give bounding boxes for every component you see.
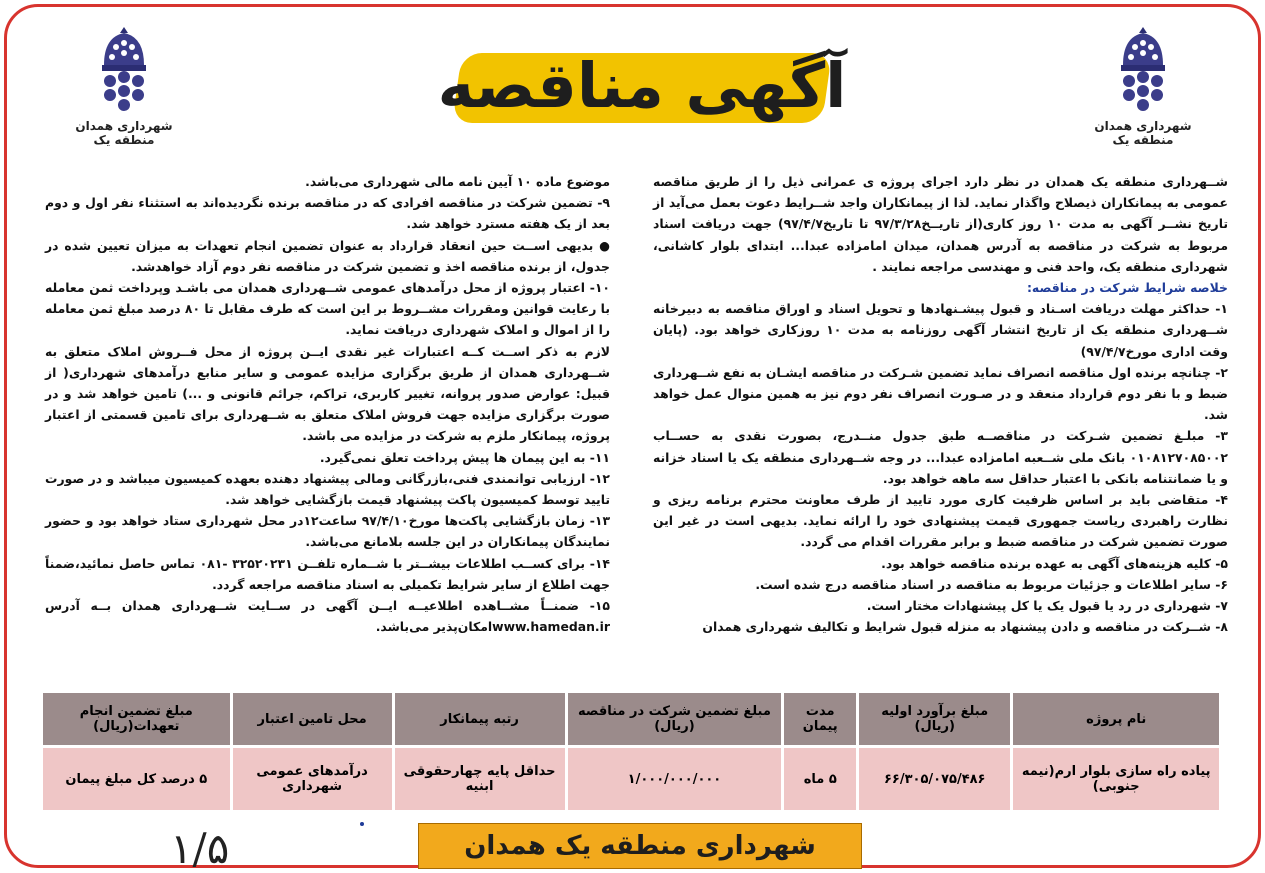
table-header: نام پروژه [1013, 693, 1219, 745]
condition-item: ● بدیهی اســت حین انعقاد قرارداد به عنوان تضمین انجام تعهدات به میزان تعیین شده در جدول، از برنده مناقصه اخذ و تضمین شرکت در مناقصه نفر دوم آزاد خواهدشد. [45, 237, 610, 274]
table-header: مبلغ تضمین شرکت در مناقصه (ریال) [568, 693, 782, 745]
table-cell: ۵ ماه [784, 748, 856, 810]
condition-item: ۵- کلیه هزینه‌های آگهی به عهده برنده مناقصه خواهد بود. [881, 555, 1228, 571]
table-header: محل تامین اعتبار [233, 693, 392, 745]
condition-item: ۶- سایر اطلاعات و جزئیات مربوط به مناقصه در اسناد مناقصه درج شده است. [755, 576, 1228, 592]
decorative-dot [360, 822, 364, 826]
page-number: ۱/۵ [170, 824, 230, 873]
condition-item: ۱۳- زمان بازگشایی پاکت‌ها مورخ۹۷/۴/۱۰ ساعت۱۲در محل شهرداری ستاد خواهد بود و حضور نمایندگان پیمانکاران در این جلسه بلامانع می‌باشد. [45, 513, 611, 550]
logo-district: منطقه یک [93, 133, 155, 147]
municipality-logo-right [1088, 25, 1198, 147]
municipality-logo-left [69, 25, 179, 147]
logo-name: شهرداری همدان [1094, 119, 1192, 133]
condition-item: ۴- متقاضی باید بر اساس ظرفیت کاری مورد تایید از طرف معاونت محترم برنامه ریزی و نظارت راهبردی ریاست جمهوری قیمت پیشنهادی خود را ارائه نماید. بدیهی است در غیر این صورت تضمین شرکت در مناقصه ضبط و برابر مقررات اقدام می گردد. [653, 492, 1228, 550]
table-cell: ۶۶/۳۰۵/۰۷۵/۴۸۶ [859, 748, 1010, 810]
condition-item: ۱۵- ضمنــاً مشــاهده اطلاعیــه ایــن آگهی در ســایت شــهرداری همدان بــه آدرس www.hamedan.irامکان‌پذیر می‌باشد. [45, 598, 610, 635]
condition-item: ۱۴- برای کســب اطلاعات بیشــتر با شــماره تلفــن ۳۲۵۲۰۲۳۱ -۰۸۱ تماس حاصل نمائید،ضمناً جهت اطلاع از سایر شرایط تکمیلی به اسناد مناقصه مراجعه گردد. [45, 555, 610, 592]
logo-district: منطقه یک [1112, 133, 1174, 147]
condition-item: ۱۰- اعتبار پروژه از محل درآمدهای عمومی شــهرداری همدان می باشـد وپرداخت ثمن معامله با رعایت قوانین ومقررات مشــروط بر این است که طرف مقابل تا ۸۰ درصد مبلغ ثمن معامله را از اموال و املاک شهرداری دریافت نماید. [45, 280, 610, 338]
table-cell: درآمدهای عمومی شهرداری [233, 748, 392, 810]
footer-banner [418, 823, 862, 869]
table-header: مبلغ تضمین انجام تعهدات(ریال) [43, 693, 230, 745]
condition-item: ۳- مبلـغ تضمین شـرکت در مناقصــه طبق جدول منــدرج، بصورت نقدی به حســاب ۰۱۰۸۱۲۷۰۸۵۰۰۲ بانک ملی شــعبه امامزاده عبدا... در وجه شــهرداری منطقه یک یا اسناد خزانه و یا ضمانتنامه بانکی با اعتبار حداقل سه ماهه خواهد بود. [653, 428, 1228, 486]
logo-name: شهرداری همدان [75, 119, 173, 133]
title-text: آگهی مناقصه [437, 49, 847, 122]
table-cell: ۵ درصد کل مبلغ پیمان [43, 748, 230, 810]
table-header: مدت پیمان [784, 693, 856, 745]
table-row [43, 748, 1219, 810]
conditions-heading: خلاصه شرایط شرکت در مناقصه: [1026, 280, 1228, 296]
condition-item: ۱۱- به این پیمان ها پیش پرداخت تعلق نمی‌گیرد. [319, 449, 610, 465]
right-text-column [653, 171, 1228, 637]
left-text-column [45, 171, 610, 637]
condition-item: ۲- چنانچه برنده اول مناقصه انصراف نماید تضمین شـرکت در مناقصه ایشـان به نفع شــهرداری ضبط و با نفر دوم قرارداد منعقد و در صـورت انصراف نفر دوم نیز به همین منوال عمل خواهد شد. [653, 364, 1228, 423]
municipality-emblem-icon [94, 25, 154, 117]
table-cell: حداقل پایه چهارحقوقی ابنیه [395, 748, 565, 810]
condition-item: ۱- حداکثر مهلت دریافت اسـناد و قبول پیشـنهادها و تحویل اسناد و اوراق مناقصه به دبیرخانه شــهرداری منطقه یک از تاریخ انتشار آگهی روزنامه به مدت ۱۰ روزکاری خواهد بود. (پایان وقت اداری مورخ۹۷/۴/۷) [653, 301, 1228, 359]
table-cell: پیاده راه سازی بلوار ارم(نیمه جنوبی) [1013, 748, 1219, 810]
condition-item: ۹- تضمین شرکت در مناقصه افرادی که در مناقصه برنده نگردیده‌اند به استثناء نفر اول و دوم بعد از یک هفته مسترد خواهد شد. [45, 195, 610, 232]
condition-item: ۷- شهرداری در رد یا قبول یک یا کل پیشنهادات مختار است. [866, 598, 1228, 614]
table-header-row [43, 693, 1219, 745]
condition-item: ۸- شــرکت در مناقصه و دادن پیشنهاد به منزله قبول شرایط و تکالیف شهرداری همدان [702, 619, 1228, 635]
condition-item: موضوع ماده ۱۰ آیین نامه مالی شهرداری می‌باشد. [305, 174, 610, 189]
municipality-emblem-icon [1113, 25, 1173, 117]
table-header: رتبه پیمانکار [395, 693, 565, 745]
intro-paragraph: شــهرداری منطقه یک همدان در نظر دارد اجرای پروژه ی عمرانی ذیل را از طریق مناقصه عمومی به پیمانکاران ذیصلاح واگذار نماید. لذا از پیمانکاران واجد شــرایط دعوت بعمل می‌آید از تاریخ نشــر آگهی به مدت ۱۰ روز کاری(از تاریــخ۹۷/۳/۲۸ تا تاریخ۹۷/۴/۷) جهت دریافت اسناد مربوط به شرکت در مناقصه به آدرس همدان، میدان امامزاده عبدا... ابتدای بلوار کاشانی، شهرداری منطقه یک، واحد فنی و مهندسی مراجعه نمایند . [653, 174, 1228, 274]
ad-title [427, 31, 857, 141]
table-header: مبلغ برآورد اولیه (ریال) [859, 693, 1010, 745]
project-table [40, 690, 1222, 813]
condition-item: ۱۲- ارزیابی توانمندی فنی،بازرگانی ومالی پیشنهاد دهنده بعهده کمیسیون میباشد و در صورت تایید توسط کمیسیون پاکت پیشنهاد قیمت بازگشایی خواهد شد. [45, 470, 610, 508]
footer-text: شهرداری منطقه یک همدان [464, 831, 816, 861]
condition-item: لازم به ذکر اســت کــه اعتبارات غیر نقدی ایــن پروژه از محل فــروش املاک متعلق به شــهرداری همدان از طریق برگزاری مزایده عمومی و سایر منابع درآمدهای شهرداری( از قبیل: عوارض صدور پروانه، تغییر کاربری، تراکم، جرائم قانونی و ...) تامین خواهد شد و در صورت برگزاری مزایده جهت فروش املاک متعلق به شــهرداری برای تامین قسمتی از اعتبار پروژه، پیمانکار ملزم به شرکت در مزایده می باشد. [45, 343, 610, 444]
table-cell: ۱/۰۰۰/۰۰۰/۰۰۰ [568, 748, 782, 810]
